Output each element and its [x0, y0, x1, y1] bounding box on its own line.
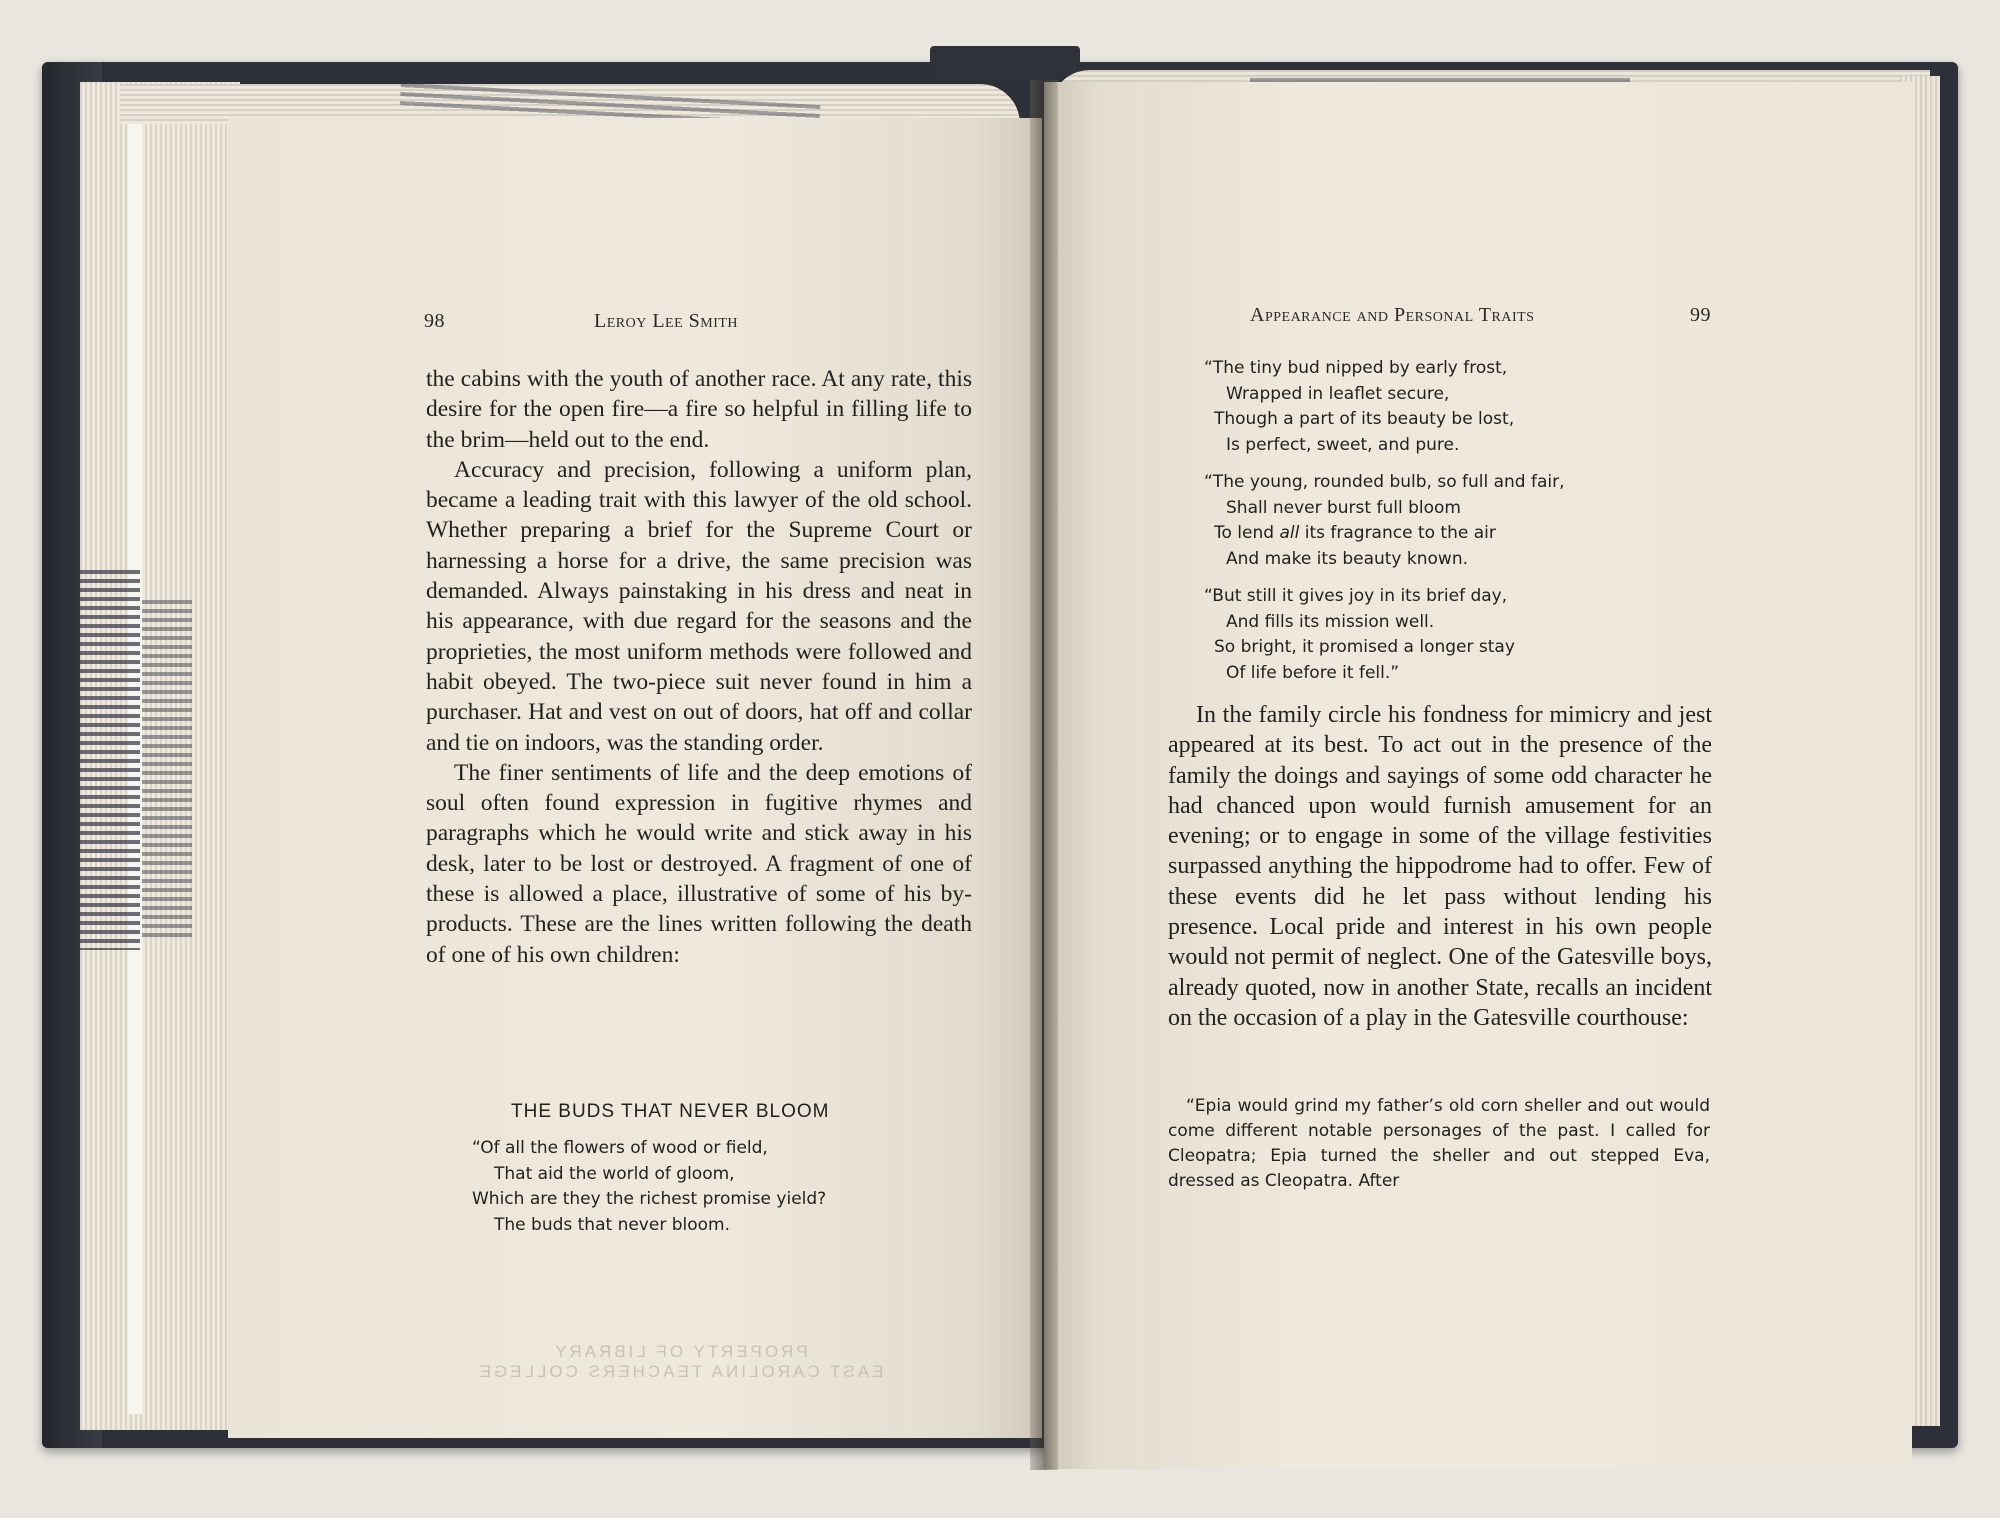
right-body-text — [1168, 700, 1712, 1033]
library-stamp-line: PROPERTY OF LIBRARY — [552, 1342, 808, 1361]
poem-line-part: To lend — [1214, 523, 1280, 543]
poem-line: Is perfect, sweet, and pure. — [1226, 434, 1460, 455]
poem-stanza — [1204, 470, 1565, 572]
page-number-left: 98 — [424, 310, 445, 332]
edge-stamp-mark — [142, 600, 192, 940]
poem-line: “But still it gives joy in its brief day, — [1204, 586, 1508, 606]
poem-line: That aid the world of gloom, — [494, 1163, 735, 1184]
poem-line: The buds that never bloom. — [494, 1214, 730, 1235]
poem-title: THE BUDS THAT NEVER BLOOM — [511, 1101, 830, 1122]
poem-line: Wrapped in leaflet secure, — [1226, 383, 1450, 404]
poem-line: Shall never burst full bloom — [1226, 497, 1461, 518]
poem-line: “The tiny bud nipped by early frost, — [1204, 358, 1508, 378]
poem-stanza — [1204, 584, 1565, 686]
page-number-right: 99 — [1690, 304, 1711, 326]
running-head-right: Appearance and Personal Traits — [1250, 304, 1535, 326]
poem-line — [1204, 521, 1565, 547]
right-poem — [1204, 356, 1565, 698]
poem-line: Which are they the richest promise yield? — [472, 1189, 827, 1209]
poem-line-part: its fragrance to the air — [1299, 523, 1496, 543]
book-gutter — [1030, 80, 1058, 1470]
left-poem — [472, 1136, 826, 1238]
paragraph: Accuracy and precision, following a uniform plan, became a leading trait with this lawyer of the old school. Whether preparing a brief for the Supreme Court or harnessing a horse for a drive, the same precision was demanded. Always painstaking in his dress and neat in his appearance, with due regard for the seasons and the proprieties, the most uniform methods were followed and habit obeyed. The two-piece suit never found in him a purchaser. Hat and vest on out of doors, hat off and collar and tie on indoors, was the standing order. — [426, 456, 972, 756]
paragraph: the cabins with the youth of another race. At any rate, this desire for the open fire—a fire so helpful in filling life to the brim—held out to the end. — [426, 366, 972, 453]
running-head-left: Leroy Lee Smith — [594, 310, 739, 332]
library-stamp-line: EAST CAROLINA TEACHERS COLLEGE — [476, 1362, 884, 1381]
right-quote: “Epia would grind my father’s old corn sheller and out would come different notable personages of the past. I called for Cleopatra; Epia turned the sheller and out stepped Eva, dressed as Cleopatra. After — [1168, 1096, 1710, 1191]
poem-line: “The young, rounded bulb, so full and fair, — [1204, 472, 1565, 492]
paragraph: The finer sentiments of life and the deep emotions of soul often found expression in fugitive rhymes and paragraphs which he would write and stick away in his desk, later to be lost or destroyed. A fragment of one of these is allowed a place, illustrative of some of his by-products. These are the lines written following the death of one of his own children: — [426, 759, 972, 968]
poem-line: And make its beauty known. — [1226, 548, 1469, 569]
poem-line: “Of all the flowers of wood or field, — [472, 1138, 768, 1158]
edge-stamp-mark — [80, 570, 140, 950]
poem-stanza — [1204, 356, 1565, 458]
library-stamp — [470, 1342, 890, 1382]
poem-line: Though a part of its beauty be lost, — [1214, 409, 1515, 429]
poem-line: Of life before it fell.” — [1226, 662, 1400, 683]
left-body-text — [426, 364, 972, 970]
paragraph: In the family circle his fondness for mimicry and jest appeared at its best. To act out in the presence of the family the doings and sayings of some odd character he had chanced upon would furnish amusement for an evening; or to engage in some of the village festivities surpassed anything the hippodrome had to offer. Few of these events did he let pass without lending his presence. Local pride and interest in his own people would not permit of neglect. One of the Gatesville boys, already quoted, now in another State, recalls an incident on the occasion of a play in the Gatesville courthouse: — [1168, 702, 1712, 1031]
poem-line: So bright, it promised a longer stay — [1214, 637, 1515, 657]
book-spine — [930, 46, 1080, 76]
poem-emphasis: all — [1279, 523, 1300, 543]
poem-line: And fills its mission well. — [1226, 611, 1435, 632]
